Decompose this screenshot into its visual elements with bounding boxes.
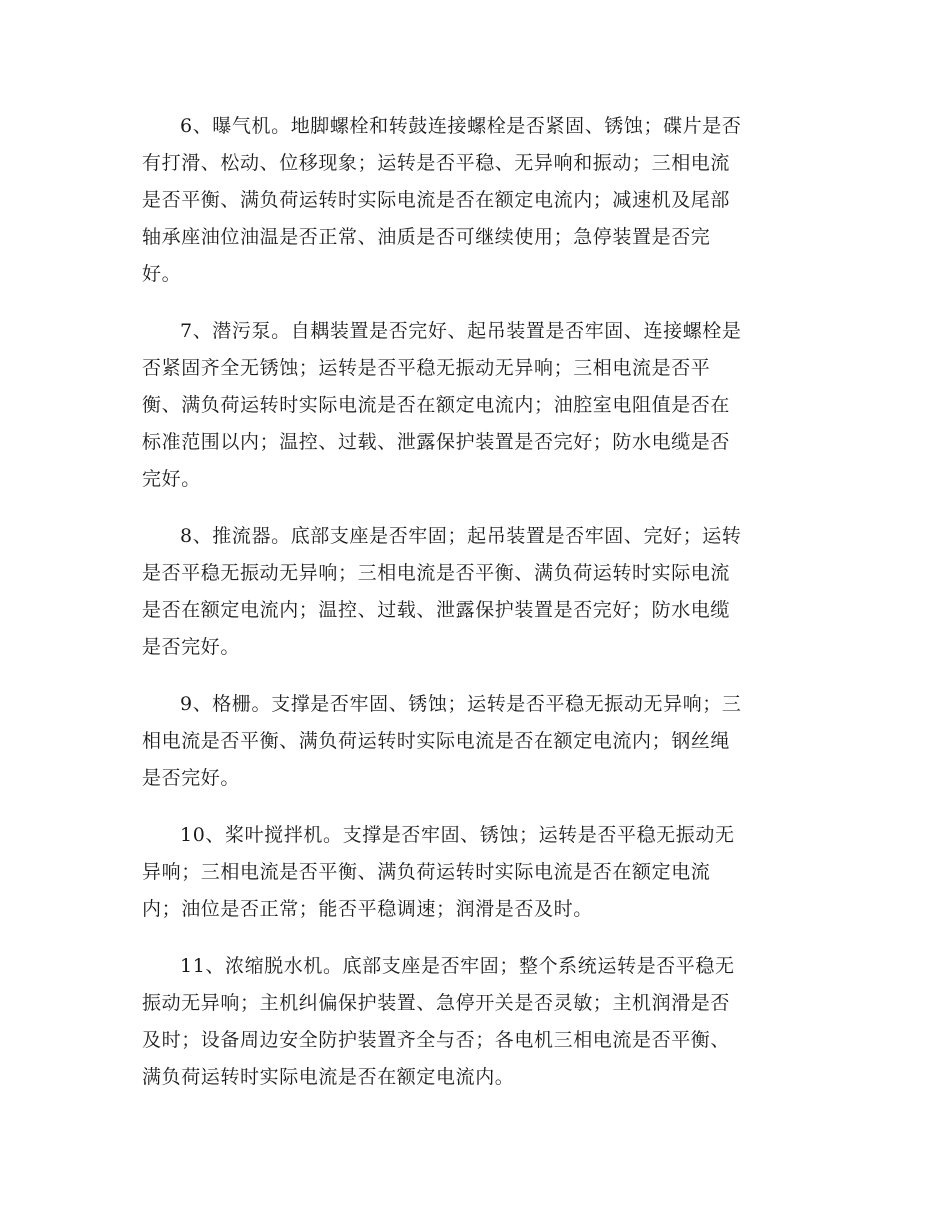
- text-line: 是否平稳无振动无异响；三相电流是否平衡、满负荷运转时实际电流: [142, 562, 731, 584]
- text-line: 11、浓缩脱水机。底部支座是否牢固；整个系统运转是否平稳无: [180, 955, 735, 977]
- text-line: 否紧固齐全无锈蚀；运转是否平稳无振动无异响；三相电流是否平: [142, 357, 711, 379]
- text-line: 异响；三相电流是否平衡、满负荷运转时实际电流是否在额定电流: [142, 861, 711, 883]
- text-line: 是否完好。: [142, 636, 241, 658]
- text-line: 9、格栅。支撑是否牢固、锈蚀；运转是否平稳无振动无异响；三: [180, 693, 742, 715]
- text-line: 有打滑、松动、位移现象；运转是否平稳、无异响和振动；三相电流: [142, 152, 731, 174]
- text-line: 振动无异响；主机纠偏保护装置、急停开关是否灵敏；主机润滑是否: [142, 992, 731, 1014]
- text-line: 是否完好。: [142, 767, 241, 789]
- text-line: 6、曝气机。地脚螺栓和转鼓连接螺栓是否紧固、锈蚀；碟片是否: [180, 115, 742, 137]
- document-body: [142, 108, 806, 1116]
- text-line: 是否平衡、满负荷运转时实际电流是否在额定电流内；减速机及尾部: [142, 189, 731, 211]
- text-line: 7、潜污泵。自耦装置是否完好、起吊装置是否牢固、连接螺栓是: [180, 320, 742, 342]
- text-line: 内；油位是否正常；能否平稳调速；润滑是否及时。: [142, 898, 593, 920]
- text-line: 完好。: [142, 468, 201, 490]
- paragraph-item-7: [142, 313, 806, 498]
- text-line: 好。: [142, 263, 182, 285]
- paragraph-item-8: [142, 518, 806, 666]
- text-line: 相电流是否平衡、满负荷运转时实际电流是否在额定电流内；钢丝绳: [142, 730, 731, 752]
- paragraph-item-9: [142, 686, 806, 797]
- text-line: 是否在额定电流内；温控、过载、泄露保护装置是否完好；防水电缆: [142, 599, 731, 621]
- text-line: 轴承座油位油温是否正常、油质是否可继续使用；急停装置是否完: [142, 226, 711, 248]
- text-line: 8、推流器。底部支座是否牢固；起吊装置是否牢固、完好；运转: [180, 525, 742, 547]
- paragraph-item-6: [142, 108, 806, 293]
- paragraph-item-11: [142, 948, 806, 1096]
- text-line: 及时；设备周边安全防护装置齐全与否；各电机三相电流是否平衡、: [142, 1029, 731, 1051]
- text-line: 满负荷运转时实际电流是否在额定电流内。: [142, 1066, 515, 1088]
- paragraph-item-10: [142, 817, 806, 928]
- text-line: 衡、满负荷运转时实际电流是否在额定电流内；油腔室电阻值是否在: [142, 394, 731, 416]
- text-line: 10、桨叶搅拌机。支撑是否牢固、锈蚀；运转是否平稳无振动无: [180, 824, 735, 846]
- text-line: 标准范围以内；温控、过载、泄露保护装置是否完好；防水电缆是否: [142, 431, 731, 453]
